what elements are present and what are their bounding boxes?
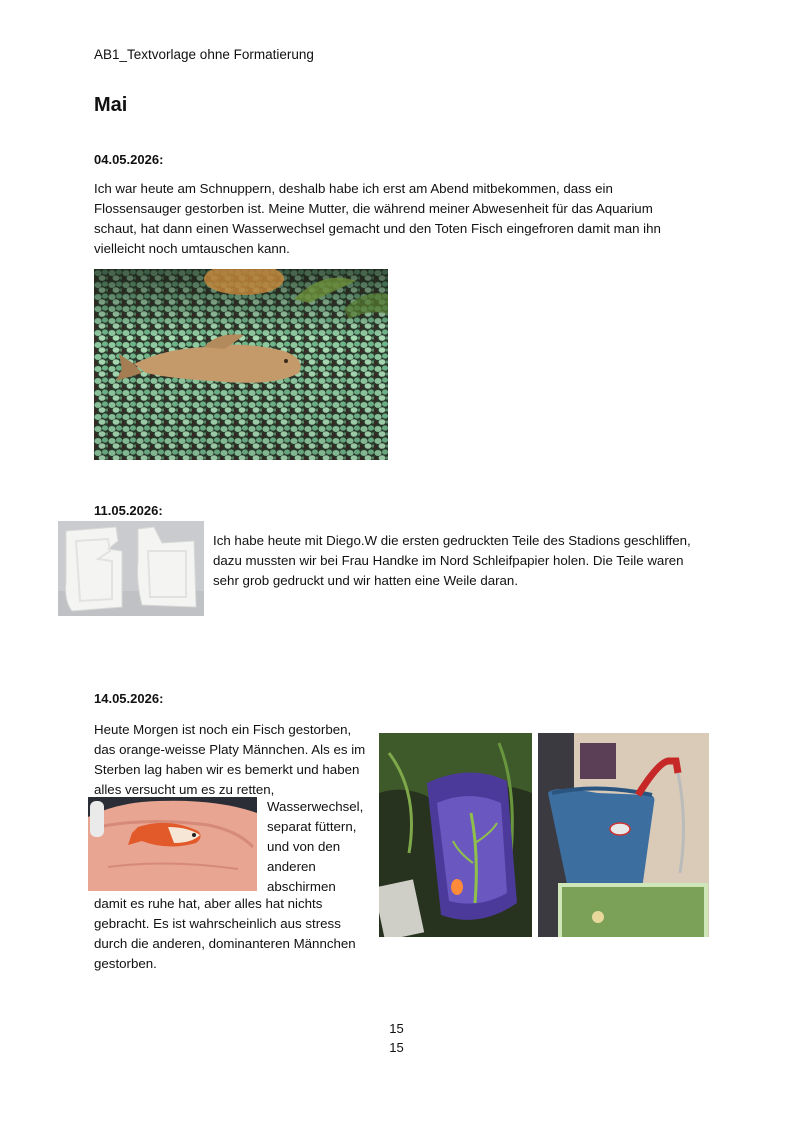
text-line: Ich war heute am Schnuppern, deshalb habe ich erst am Abend mitbekommen, dass ein — [94, 181, 613, 196]
text-line: Sterben lag haben wir es bemerkt und haben — [94, 762, 360, 777]
photo-printed-parts — [58, 521, 204, 616]
text-line: und von den — [267, 839, 341, 854]
text-line: abschirmen — [267, 879, 336, 894]
entry-text-side — [267, 797, 377, 897]
entry-date: 11.05.2026: — [94, 503, 163, 518]
page-number: 15 — [389, 1040, 404, 1055]
entry-text-top — [94, 720, 374, 800]
photo-platy-in-hand — [88, 797, 257, 891]
entry-text — [213, 531, 733, 591]
text-line: damit es ruhe hat, aber alles hat nichts — [94, 896, 323, 911]
text-line: vielleicht noch umtauschen kann. — [94, 241, 290, 256]
document-header: AB1_Textvorlage ohne Formatierung — [94, 47, 314, 62]
text-line: sehr grob gedruckt und wir hatten eine Weile daran. — [213, 573, 519, 588]
entry-date: 04.05.2026: — [94, 152, 164, 167]
photo-water-bucket — [538, 733, 709, 937]
text-line: durch die anderen, dominanteren Männchen — [94, 936, 356, 951]
text-line: separat füttern, — [267, 819, 357, 834]
text-line: Ich habe heute mit Diego.W die ersten gedruckten Teile des Stadions geschliffen, — [213, 533, 691, 548]
page-number: 15 — [389, 1021, 404, 1036]
entry-text — [94, 179, 734, 259]
text-line: schaut, hat dann einen Wasserwechsel gemacht und den Toten Fisch eingefroren damit man ihn — [94, 221, 661, 236]
entry-text-bottom — [94, 894, 374, 974]
text-line: Flossensauger gestorben ist. Meine Mutter, die während meiner Abwesenheit für das Aquarium — [94, 201, 653, 216]
entry-date: 14.05.2026: — [94, 691, 164, 706]
photo-separation-basket — [379, 733, 532, 937]
text-line: gebracht. Es ist wahrscheinlich aus stress — [94, 916, 341, 931]
text-line: Wasserwechsel, — [267, 799, 364, 814]
text-line: Heute Morgen ist noch ein Fisch gestorben, — [94, 722, 352, 737]
month-title: Mai — [94, 94, 128, 116]
photo-pleco-fish — [94, 269, 388, 460]
text-line: anderen — [267, 859, 316, 874]
text-line: dazu mussten wir bei Frau Handke im Nord Schleifpapier holen. Die Teile waren — [213, 553, 684, 568]
text-line: gestorben. — [94, 956, 157, 971]
text-line: das orange-weisse Platy Männchen. Als es im — [94, 742, 366, 757]
text-line: alles versucht um es zu retten, — [94, 782, 275, 797]
